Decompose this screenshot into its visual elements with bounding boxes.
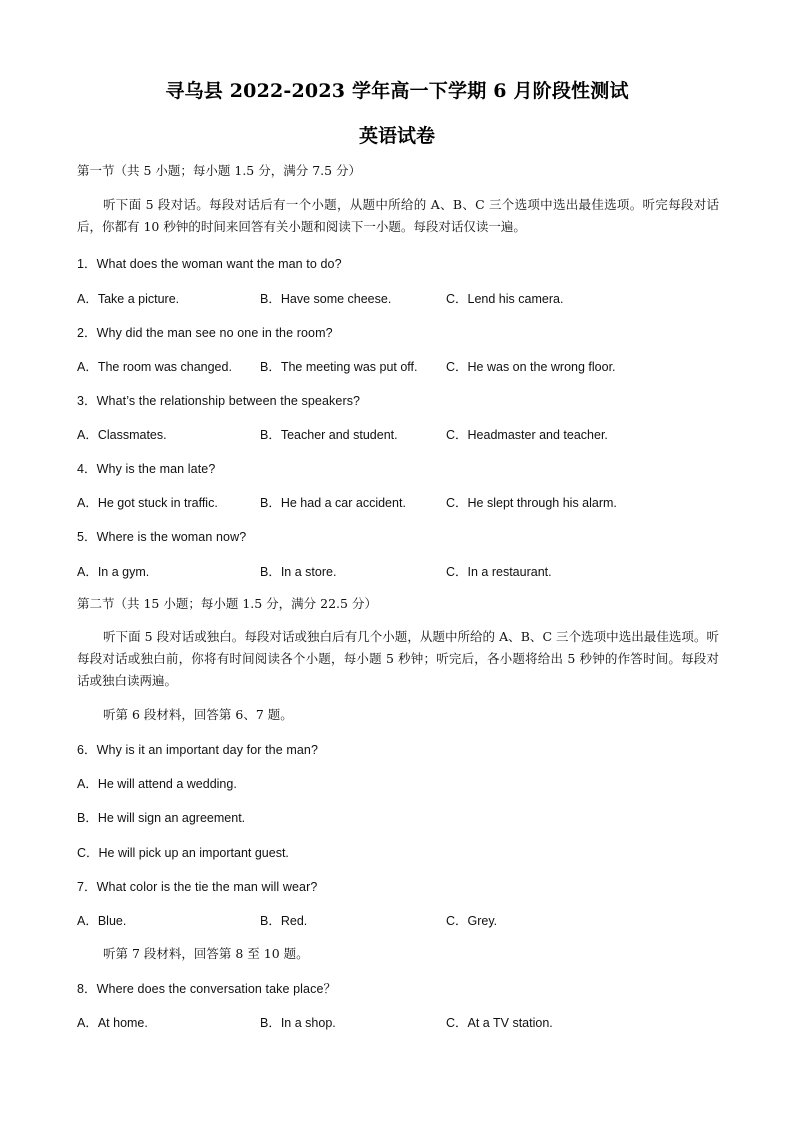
question-7-stem: 7．What color is the tie the man will wear? <box>77 880 318 894</box>
question-5-option-c: C．In a restaurant. <box>446 565 552 579</box>
question-8-option-c: C．At a TV station. <box>446 1016 553 1030</box>
question-4-option-c: C．He slept through his alarm. <box>446 496 617 510</box>
question-1-stem: 1．What does the woman want the man to do? <box>77 257 342 271</box>
question-4-option-a: A．He got stuck in traffic. <box>77 496 218 510</box>
question-2-option-b: B．The meeting was put off. <box>260 360 418 374</box>
question-8-stem: 8．Where does the conversation take place？ <box>77 982 337 996</box>
question-7-option-c: C．Grey. <box>446 914 498 928</box>
section1-heading: 第一节（共 5 小题；每小题 1.5 分，满分 7.5 分） <box>77 163 362 178</box>
question-1-option-a: A．Take a picture. <box>77 292 180 306</box>
question-7-option-a: A．Blue. <box>77 914 127 928</box>
question-4-stem: 4．Why is the man late? <box>77 462 216 476</box>
question-8-option-b: B．In a shop. <box>260 1016 336 1030</box>
question-6-option-b: B．He will sign an agreement. <box>77 811 246 825</box>
question-2-option-a: A．The room was changed. <box>77 360 232 374</box>
question-3-option-a: A．Classmates. <box>77 428 167 442</box>
question-7-option-b: B．Red. <box>260 914 308 928</box>
listening-material-6-note: 听第 6 段材料，回答第 6、7 题。 <box>103 707 293 722</box>
question-3-option-b: B．Teacher and student. <box>260 428 398 442</box>
question-4-option-b: B．He had a car accident. <box>260 496 406 510</box>
question-1-option-c: C．Lend his camera. <box>446 292 564 306</box>
exam-title: 寻乌县 2022-2023 学年高一下学期 6 月阶段性测试 <box>165 80 629 102</box>
question-5-stem: 5．Where is the woman now? <box>77 530 247 544</box>
question-2-option-c: C．He was on the wrong floor. <box>446 360 616 374</box>
question-6-option-c: C．He will pick up an important guest. <box>77 846 289 860</box>
question-8-option-a: A．At home. <box>77 1016 148 1030</box>
question-3-option-c: C．Headmaster and teacher. <box>446 428 608 442</box>
exam-subtitle: 英语试卷 <box>358 125 435 147</box>
question-3-stem: 3．What’s the relationship between the speakers? <box>77 394 361 408</box>
question-6-option-a: A．He will attend a wedding. <box>77 777 237 791</box>
question-1-option-b: B．Have some cheese. <box>260 292 392 306</box>
question-6-stem: 6．Why is it an important day for the man? <box>77 743 319 757</box>
section2-instructions: 听下面 5 段对话或独白。每段对话或独白后有几个小题，从题中所给的 A、B、C 三个选项中选出最佳选项。听每段对话或独白前，你将有时间阅读各个小题，每小题 5 秒钟；听完后，各小题将给出 5 秒钟的作答时间。每段对话或独白读两遍。 <box>77 629 719 688</box>
section2-heading: 第二节（共 15 小题；每小题 1.5 分，满分 22.5 分） <box>77 596 377 611</box>
section1-instructions: 听下面 5 段对话。每段对话后有一个小题，从题中所给的 A、B、C 三个选项中选出最佳选项。听完每段对话后，你都有 10 秒钟的时间来回答有关小题和阅读下一小题。每段对话仅读一遍。 <box>77 197 719 234</box>
question-5-option-b: B．In a store. <box>260 565 337 579</box>
listening-material-7-note: 听第 7 段材料，回答第 8 至 10 题。 <box>103 946 309 961</box>
question-5-option-a: A．In a gym. <box>77 565 150 579</box>
question-2-stem: 2．Why did the man see no one in the room? <box>77 326 333 340</box>
